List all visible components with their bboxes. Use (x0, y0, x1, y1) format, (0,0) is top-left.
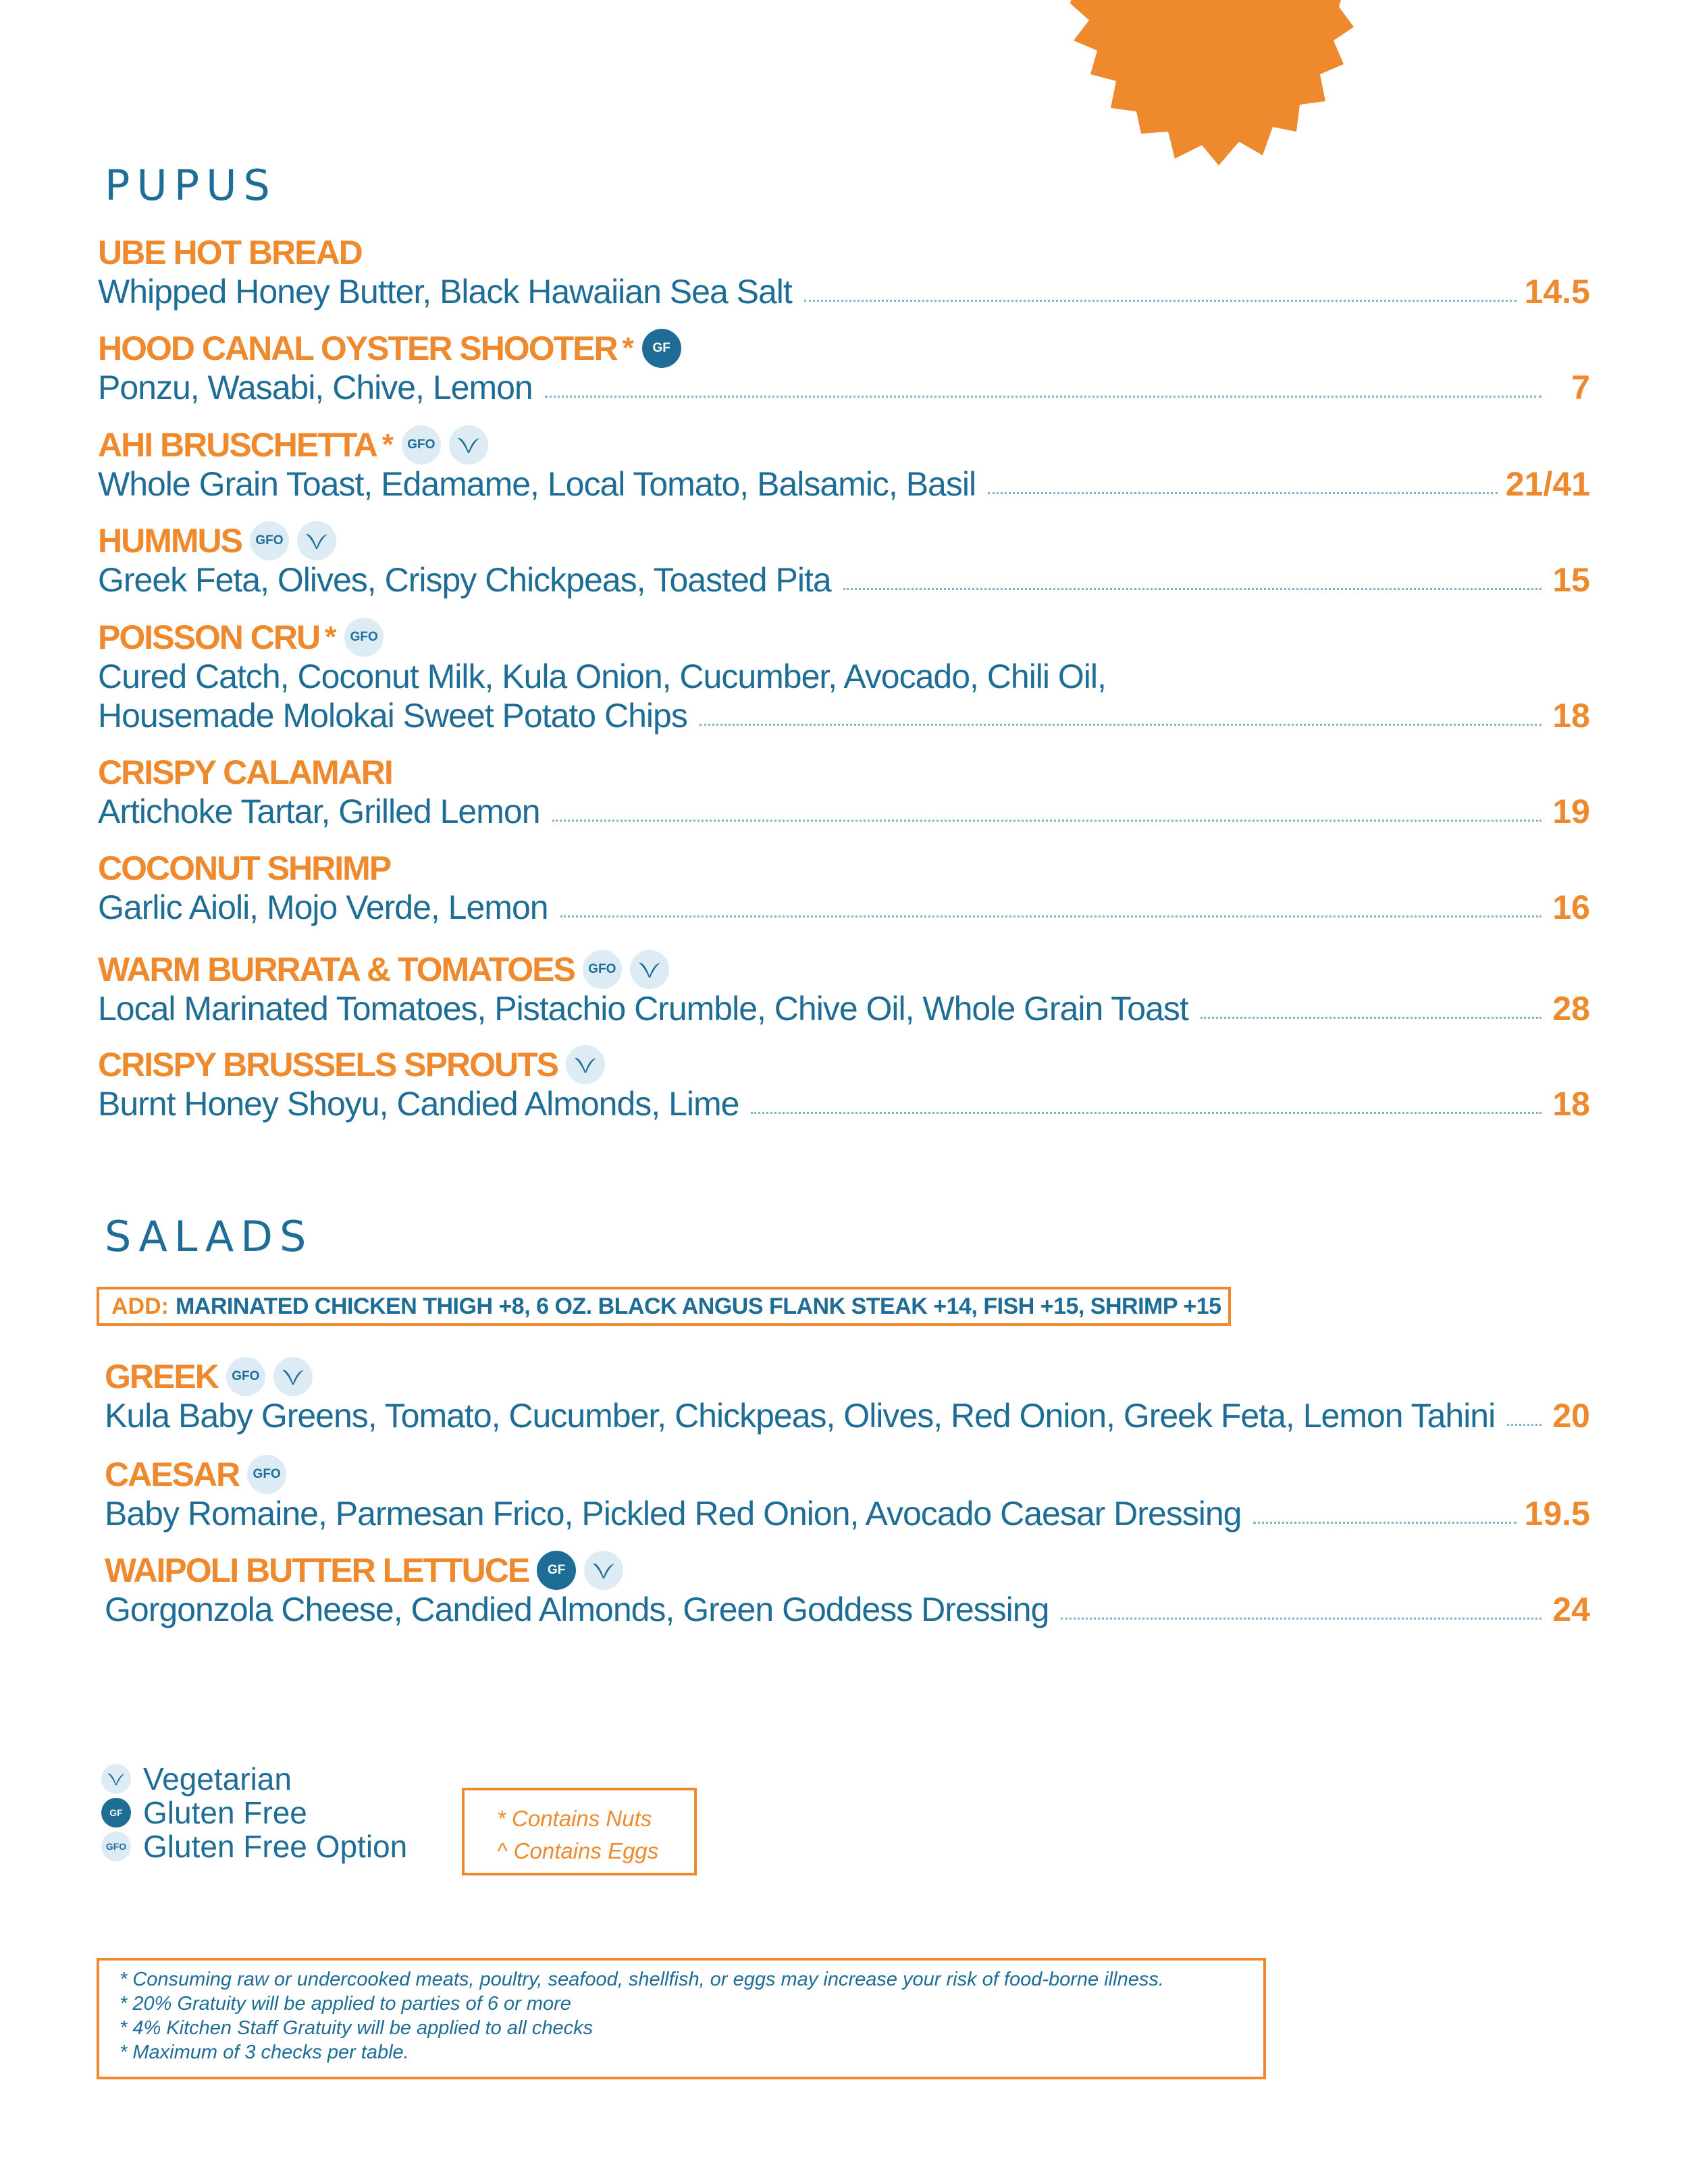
dot-leader (1201, 1016, 1541, 1019)
item-price: 19.5 (1524, 1495, 1590, 1533)
menu-item-crispy-brussels-sprouts (98, 1045, 1590, 1123)
gfo-badge-icon: GFO (583, 950, 622, 989)
orange-sun-icon (1057, 0, 1367, 169)
item-description: Ponzu, Wasabi, Chive, Lemon (98, 369, 533, 406)
gf-badge-icon: GF (642, 329, 681, 368)
item-description: Garlic Aioli, Mojo Verde, Lemon (98, 888, 548, 926)
item-name: CRISPY BRUSSELS SPROUTS (98, 1046, 558, 1084)
menu-item-ube-hot-bread (98, 233, 1590, 311)
item-price: 18 (1552, 697, 1590, 735)
add-options-text: MARINATED CHICKEN THIGH +8, 6 OZ. BLACK ANGUS FLANK STEAK +14, FISH +15, SHRIMP +15 (175, 1293, 1221, 1319)
item-price: 7 (1571, 369, 1590, 406)
dot-leader (988, 491, 1498, 494)
item-description: Burnt Honey Shoyu, Candied Almonds, Lime (98, 1085, 739, 1123)
menu-item-crispy-calamari (98, 753, 1590, 831)
item-description: Whole Grain Toast, Edamame, Local Tomato, Balsamic, Basil (98, 465, 976, 503)
policy-notice-box (97, 1958, 1266, 2079)
dot-leader (552, 819, 1542, 822)
notice-line: * 20% Gratuity will be applied to parties of 6 or more (120, 1993, 571, 2015)
contains-nuts-note: * Contains Nuts (497, 1806, 652, 1831)
item-description: Whipped Honey Butter, Black Hawaiian Sea Salt (98, 273, 792, 311)
item-price: 14.5 (1524, 273, 1590, 311)
item-price: 28 (1552, 990, 1590, 1028)
gfo-badge-icon: GFO (402, 425, 441, 464)
gfo-badge-icon: GFO (101, 1832, 131, 1861)
section-title-salads: SALADS (105, 1212, 313, 1261)
dot-leader (560, 915, 1541, 917)
menu-item-poisson-cru (98, 618, 1590, 735)
item-name: POISSON CRU (98, 618, 320, 656)
item-price: 24 (1552, 1591, 1590, 1628)
item-price: 21/41 (1505, 465, 1590, 503)
item-name: CRISPY CALAMARI (98, 753, 392, 791)
menu-item-caesar (105, 1455, 1590, 1533)
vegetarian-leaf-icon (449, 425, 488, 464)
menu-item-hummus (98, 521, 1590, 600)
item-description: Local Marinated Tomatoes, Pistachio Crumble, Chive Oil, Whole Grain Toast (98, 990, 1188, 1028)
contains-nuts-mark: * (325, 620, 337, 654)
gfo-badge-icon: GFO (247, 1455, 286, 1494)
menu-item-hood-canal-oyster-shooter (98, 329, 1590, 407)
item-description: Kula Baby Greens, Tomato, Cucumber, Chickpeas, Olives, Red Onion, Greek Feta, Lemon Tahini (105, 1397, 1496, 1435)
vegetarian-leaf-icon (273, 1357, 313, 1396)
item-price: 20 (1552, 1397, 1590, 1435)
dot-leader (751, 1111, 1541, 1114)
legend-vegetarian (101, 1762, 407, 1796)
item-name: AHI BRUSCHETTA (98, 426, 377, 464)
contains-nuts-mark: * (381, 428, 394, 461)
item-name: WARM BURRATA & TOMATOES (98, 951, 575, 988)
dietary-legend (101, 1762, 407, 1863)
dot-leader (1253, 1521, 1516, 1524)
item-name: UBE HOT BREAD (98, 234, 362, 271)
item-description: Cured Catch, Coconut Milk, Kula Onion, Cucumber, Avocado, Chili Oil, (98, 658, 1106, 695)
gf-badge-icon: GF (101, 1798, 131, 1828)
item-name: GREEK (105, 1358, 218, 1395)
vegetarian-leaf-icon (101, 1764, 131, 1794)
dot-leader (804, 299, 1516, 302)
add-label: ADD: (111, 1293, 169, 1319)
dot-leader (1507, 1423, 1541, 1426)
contains-nuts-mark: * (622, 331, 634, 365)
vegetarian-leaf-icon (297, 521, 336, 560)
menu-item-coconut-shrimp (98, 849, 1590, 927)
legend-gluten-free (101, 1796, 407, 1830)
dot-leader (1061, 1617, 1541, 1620)
gf-badge-icon: GF (537, 1551, 576, 1590)
menu-item-greek (105, 1357, 1590, 1435)
item-price: 18 (1552, 1085, 1590, 1123)
legend-gluten-free-option-label: Gluten Free Option (143, 1829, 408, 1864)
item-name: WAIPOLI BUTTER LETTUCE (105, 1551, 529, 1589)
legend-vegetarian-label: Vegetarian (143, 1761, 292, 1796)
item-description: Gorgonzola Cheese, Candied Almonds, Green Goddess Dressing (105, 1591, 1049, 1628)
item-description: Artichoke Tartar, Grilled Lemon (98, 793, 540, 830)
notice-line: * 4% Kitchen Staff Gratuity will be applied to all checks (120, 2017, 594, 2039)
item-description: Greek Feta, Olives, Crispy Chickpeas, Toasted Pita (98, 561, 831, 599)
notice-line: * Consuming raw or undercooked meats, poultry, seafood, shellfish, or eggs may increase your risk of food-borne illness. (120, 1969, 1164, 1990)
menu-item-waipoli-butter-lettuce (105, 1551, 1590, 1629)
notice-line: * Maximum of 3 checks per table. (120, 2042, 409, 2063)
item-description: Housemade Molokai Sweet Potato Chips (98, 697, 687, 735)
vegetarian-leaf-icon (566, 1045, 605, 1084)
contains-eggs-note: ^ Contains Eggs (497, 1838, 659, 1863)
menu-item-ahi-bruschetta (98, 425, 1590, 504)
gfo-badge-icon: GFO (250, 521, 289, 560)
dot-leader (700, 723, 1541, 726)
item-price: 16 (1552, 888, 1590, 926)
item-name: COCONUT SHRIMP (98, 849, 391, 887)
vegetarian-leaf-icon (630, 950, 669, 989)
legend-gluten-free-label: Gluten Free (143, 1795, 307, 1830)
allergen-note-box (462, 1788, 697, 1875)
item-name: HUMMUS (98, 522, 242, 560)
item-name: HOOD CANAL OYSTER SHOOTER (98, 329, 617, 367)
item-price: 19 (1552, 793, 1590, 830)
add-protein-box (97, 1287, 1231, 1326)
gfo-badge-icon: GFO (226, 1357, 265, 1396)
item-description: Baby Romaine, Parmesan Frico, Pickled Red Onion, Avocado Caesar Dressing (105, 1495, 1242, 1533)
legend-gluten-free-option (101, 1830, 407, 1863)
item-name: CAESAR (105, 1456, 240, 1493)
gfo-badge-icon: GFO (344, 618, 384, 657)
dot-leader (843, 587, 1541, 590)
vegetarian-leaf-icon (584, 1551, 623, 1590)
section-title-pupus: PUPUS (105, 161, 277, 210)
dot-leader (545, 395, 1541, 398)
menu-item-warm-burrata-and-tomatoes (98, 950, 1590, 1028)
item-price: 15 (1552, 561, 1590, 599)
